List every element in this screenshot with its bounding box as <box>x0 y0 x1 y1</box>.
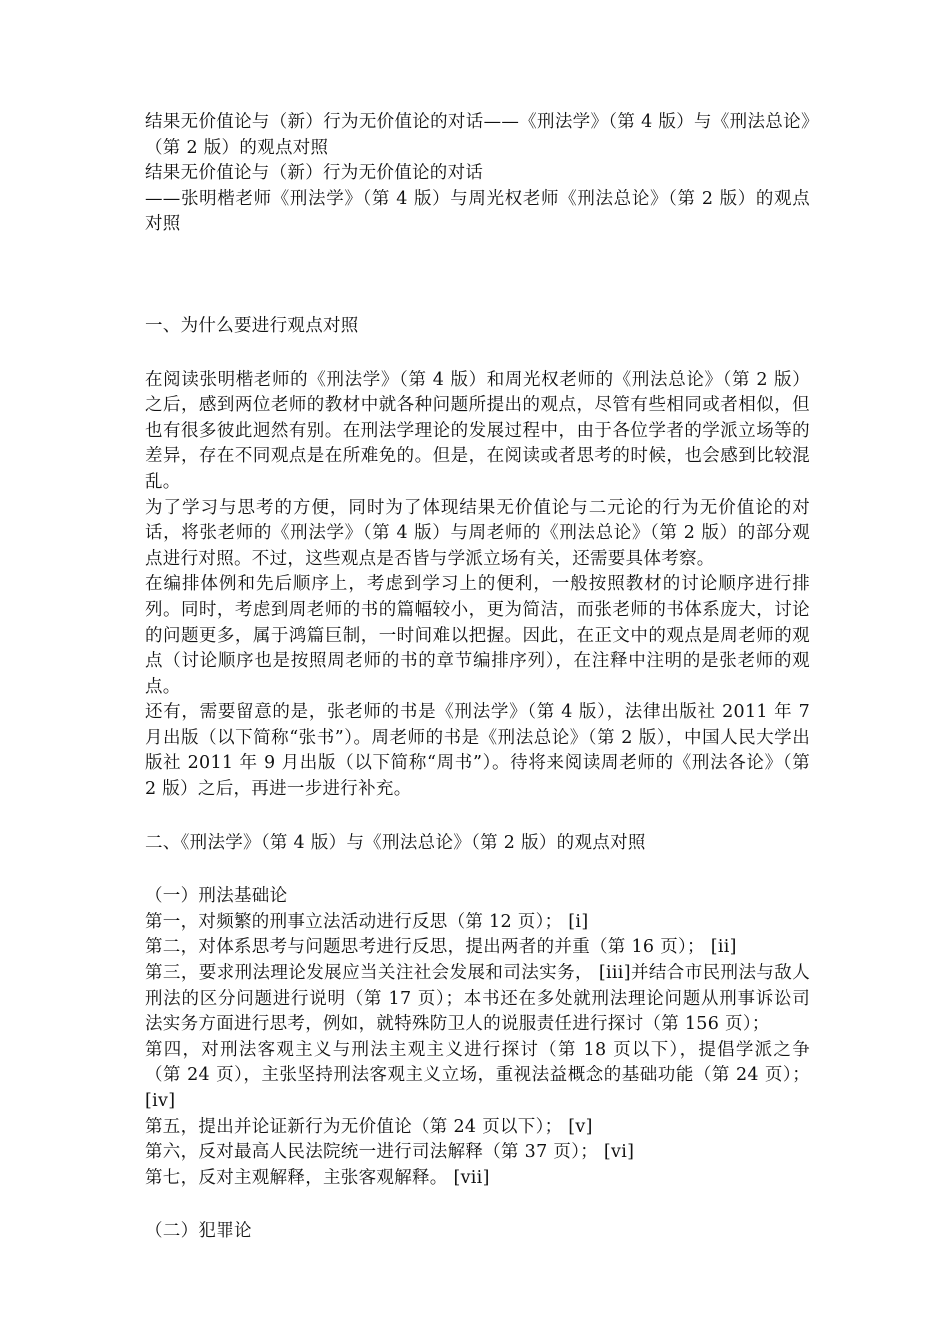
document-subtitle: ——张明楷老师《刑法学》（第 4 版）与周光权老师《刑法总论》（第 2 版）的观点对照 <box>145 188 810 235</box>
document-page <box>145 110 810 1245</box>
paragraph: 还有，需要留意的是，张老师的书是《刑法学》（第 4 版），法律出版社 2011 年 7 月出版（以下简称“张书”）。周老师的书是《刑法总论》（第 2 版），中国人民大学出版社 2011 年 9 月出版（以下简称“周书”）。待将来阅读周老师的《刑法各论》（第 2 版）之后，再进一步进行补充。 <box>145 702 810 800</box>
document-title-line-1: 结果无价值论与（新）行为无价值论的对话——《刑法学》（第 4 版）与《刑法总论》（第 2 版）的观点对照 <box>145 112 810 158</box>
paragraph: 在阅读张明楷老师的《刑法学》（第 4 版）和周光权老师的《刑法总论》（第 2 版）之后，感到两位老师的教材中就各种问题所提出的观点，尽管有些相同或者相似，但也有很多彼此迥然有别。在刑法学理论的发展过程中，由于各位学者的学派立场等的差异，存在不同观点是在所难免的。但是，在阅读或者思考的时候，也会感到比较混乱。 <box>145 369 810 492</box>
list-item: 第二，对体系思考与问题思考进行反思，提出两者的并重（第 16 页）； [ii] <box>145 937 737 958</box>
paragraph: 在编排体例和先后顺序上，考虑到学习上的便利，一般按照教材的讨论顺序进行排列。同时，考虑到周老师的书的篇幅较小，更为简洁，而张老师的书体系庞大，讨论的问题更多，属于鸿篇巨制，一时间难以把握。因此，在正文中的观点是周老师的观点（讨论顺序也是按照周老师的书的章节编排序列），在注释中注明的是张老师的观点。 <box>145 574 810 697</box>
list-item: 第四，对刑法客观主义与刑法主观主义进行探讨（第 18 页以下），提倡学派之争（第 24 页），主张坚持刑法客观主义立场，重视法益概念的基础功能（第 24 页）；[iv] <box>145 1039 810 1111</box>
list-item: 第七，反对主观解释，主张客观解释。 [vii] <box>145 1167 490 1188</box>
list-item: 第三，要求刑法理论发展应当关注社会发展和司法实务， [iii]并结合市民刑法与敌人刑法的区分问题进行说明（第 17 页）；本书还在多处就刑法理论问题从刑事诉讼司法实务方面进行思考，例如，就特殊防卫人的说服责任进行探讨（第 156 页）； <box>145 963 810 1035</box>
section-heading-2: 二、《刑法学》（第 4 版）与《刑法总论》（第 2 版）的观点对照 <box>145 832 646 853</box>
document-title-line-2: 结果无价值论与（新）行为无价值论的对话 <box>145 163 484 184</box>
paragraph: 为了学习与思考的方便，同时为了体现结果无价值论与二元论的行为无价值论的对话，将张老师的《刑法学》（第 4 版）与周老师的《刑法总论》（第 2 版）的部分观点进行对照。不过，这些观点是否皆与学派立场有关，还需要具体考察。 <box>145 497 810 569</box>
subsection-heading: （二）犯罪论 <box>145 1221 252 1242</box>
list-item: 第六，反对最高人民法院统一进行司法解释（第 37 页）； [vi] <box>145 1142 635 1163</box>
section-heading-1: 一、为什么要进行观点对照 <box>145 315 359 336</box>
list-item: 第五，提出并论证新行为无价值论（第 24 页以下）； [v] <box>145 1116 593 1137</box>
subsection-heading: （一）刑法基础论 <box>145 886 288 907</box>
list-item: 第一，对频繁的刑事立法活动进行反思（第 12 页）； [i] <box>145 911 589 932</box>
